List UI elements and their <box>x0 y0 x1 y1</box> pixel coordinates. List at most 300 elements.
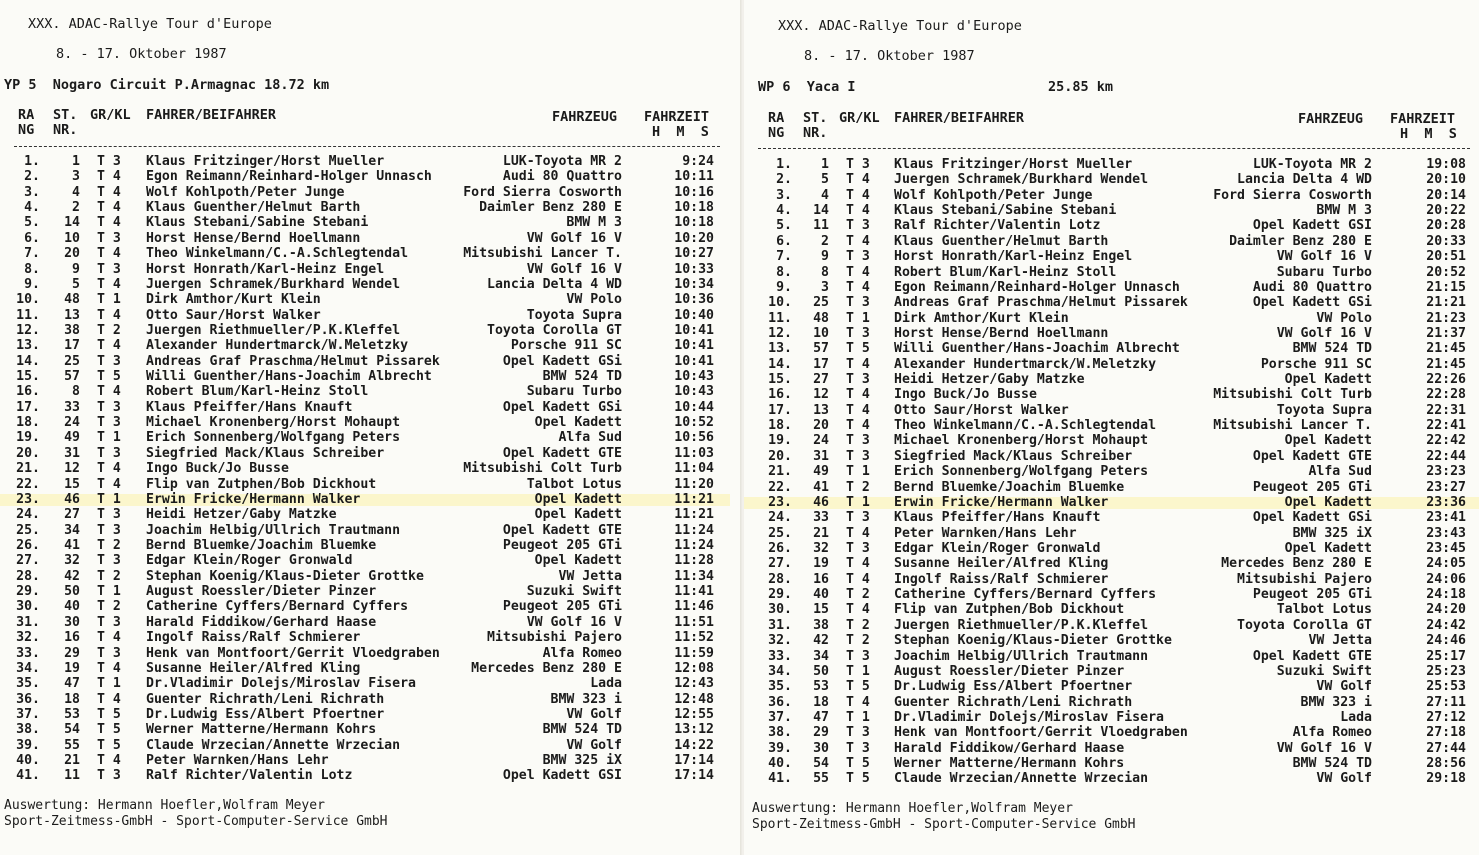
cell-crew: Ingolf Raiss/Ralf Schmierer <box>894 571 1109 587</box>
cell-time: 25:17 <box>1426 648 1466 664</box>
cell-class: T 3 <box>97 445 121 461</box>
cell-start-number: 27 <box>813 372 829 388</box>
cell-car: Lada <box>1340 709 1372 725</box>
table-row <box>0 262 740 277</box>
cell-time: 21:21 <box>1426 295 1466 311</box>
cell-start-number: 31 <box>813 448 829 464</box>
cell-time: 17:14 <box>674 768 714 784</box>
cell-crew: Joachim Helbig/Ullrich Trautmann <box>146 522 401 538</box>
cell-time: 11:34 <box>674 568 714 584</box>
cell-rank: 6. <box>776 233 792 249</box>
cell-crew: Harald Fiddikow/Gerhard Haase <box>894 740 1125 756</box>
table-row <box>0 553 740 568</box>
cell-class: T 3 <box>97 553 121 569</box>
col-ra: RA <box>768 110 785 126</box>
cell-time: 17:14 <box>674 753 714 769</box>
cell-rank: 27. <box>16 553 40 569</box>
cell-start-number: 16 <box>64 630 80 646</box>
cell-start-number: 47 <box>64 676 80 692</box>
cell-rank: 28. <box>768 571 792 587</box>
cell-crew: Juergen Riethmueller/P.K.Kleffel <box>146 322 401 338</box>
cell-rank: 36. <box>16 691 40 707</box>
cell-crew: Horst Honrath/Karl-Heinz Engel <box>894 249 1133 265</box>
cell-time: 21:37 <box>1426 325 1466 341</box>
cell-rank: 3. <box>24 184 40 200</box>
table-row <box>0 599 740 614</box>
col-st: ST. <box>53 107 78 123</box>
table-row <box>0 354 740 369</box>
cell-crew: Dirk Amthor/Kurt Klein <box>146 292 321 308</box>
cell-start-number: 19 <box>813 556 829 572</box>
cell-rank: 27. <box>768 556 792 572</box>
cell-class: T 1 <box>846 709 870 725</box>
stage-title: WP 6 Yaca I <box>758 79 856 95</box>
cell-crew: Heidi Hetzer/Gaby Matzke <box>146 507 337 523</box>
cell-rank: 12. <box>768 325 792 341</box>
cell-start-number: 13 <box>813 402 829 418</box>
table-row <box>0 538 740 553</box>
cell-class: T 4 <box>846 356 870 372</box>
cell-rank: 4. <box>24 200 40 216</box>
cell-rank: 36. <box>768 694 792 710</box>
cell-time: 10:56 <box>674 430 714 446</box>
cell-class: T 1 <box>846 464 870 480</box>
table-row <box>744 433 1479 448</box>
cell-crew: Willi Guenther/Hans-Joachim Albrecht <box>146 369 432 385</box>
cell-start-number: 11 <box>813 218 829 234</box>
cell-car: VW Jetta <box>558 568 622 584</box>
table-row <box>0 185 740 200</box>
table-row <box>744 326 1479 341</box>
cell-rank: 35. <box>768 679 792 695</box>
cell-class: T 4 <box>846 187 870 203</box>
rally-title: XXX. ADAC-Rallye Tour d'Europe <box>778 18 1022 34</box>
cell-car: VW Jetta <box>1308 633 1372 649</box>
cell-rank: 2. <box>776 172 792 188</box>
cell-start-number: 2 <box>821 233 829 249</box>
cell-crew: Dr.Ludwig Ess/Albert Pfoertner <box>146 706 385 722</box>
cell-car: Opel Kadett GSi <box>1252 295 1372 311</box>
cell-start-number: 48 <box>64 292 80 308</box>
cell-car: Porsche 911 SC <box>510 338 622 354</box>
header-rule <box>14 146 720 147</box>
cell-car: BMW 524 TD <box>542 369 622 385</box>
cell-time: 20:14 <box>1426 187 1466 203</box>
cell-crew: Erich Sonnenberg/Wolfgang Peters <box>146 430 401 446</box>
table-row <box>744 172 1479 187</box>
cell-car: Opel Kadett <box>534 415 622 431</box>
cell-start-number: 47 <box>813 709 829 725</box>
cell-rank: 20. <box>16 445 40 461</box>
table-row <box>0 584 740 599</box>
cell-car: Porsche 911 SC <box>1260 356 1372 372</box>
cell-time: 10:44 <box>674 399 714 415</box>
cell-car: Opel Kadett <box>1284 494 1372 510</box>
cell-time: 10:18 <box>674 200 714 216</box>
cell-time: 22:26 <box>1426 372 1466 388</box>
cell-start-number: 17 <box>813 356 829 372</box>
cell-start-number: 14 <box>813 203 829 219</box>
cell-class: T 3 <box>846 448 870 464</box>
cell-car: Toyota Supra <box>1276 402 1372 418</box>
cell-start-number: 9 <box>821 249 829 265</box>
cell-class: T 3 <box>846 157 870 172</box>
cell-rank: 14. <box>768 356 792 372</box>
cell-car: Opel Kadett GSI <box>502 768 622 784</box>
cell-crew: Dr.Vladimir Dolejs/Miroslav Fisera <box>146 676 416 692</box>
cell-crew: Robert Blum/Karl-Heinz Stoll <box>146 384 369 400</box>
cell-crew: Claude Wrzecian/Annette Wrzecian <box>894 771 1149 787</box>
cell-rank: 34. <box>16 660 40 676</box>
cell-start-number: 29 <box>813 725 829 741</box>
cell-time: 12:48 <box>674 691 714 707</box>
cell-rank: 39. <box>768 740 792 756</box>
cell-time: 29:18 <box>1426 771 1466 787</box>
cell-start-number: 32 <box>813 541 829 556</box>
cell-crew: Dr.Vladimir Dolejs/Miroslav Fisera <box>894 709 1164 725</box>
cell-time: 23:23 <box>1426 464 1466 480</box>
cell-rank: 10. <box>768 295 792 311</box>
cell-car: Toyota Corolla GT <box>487 322 622 338</box>
cell-car: Lancia Delta 4 WD <box>487 276 622 292</box>
cell-crew: Klaus Pfeiffer/Hans Knauft <box>894 510 1101 526</box>
col-time: FAHRZEIT <box>644 109 710 125</box>
cell-rank: 29. <box>768 587 792 603</box>
cell-car: Opel Kadett <box>534 507 622 523</box>
cell-rank: 18. <box>16 415 40 431</box>
cell-time: 10:52 <box>674 415 714 431</box>
cell-car: Toyota Corolla GT <box>1237 617 1372 633</box>
cell-class: T 4 <box>846 233 870 249</box>
cell-time: 24:18 <box>1426 587 1466 603</box>
cell-class: T 3 <box>97 522 121 538</box>
cell-class: T 4 <box>846 402 870 418</box>
cell-time: 10:11 <box>674 169 714 185</box>
table-row <box>0 369 740 384</box>
cell-class: T 2 <box>846 633 870 649</box>
cell-car: Mitsubishi Colt Turb <box>1213 387 1372 403</box>
col-st: ST. <box>803 110 828 126</box>
table-row <box>744 265 1479 280</box>
cell-time: 11:24 <box>674 522 714 538</box>
cell-crew: Alexander Hundertmarck/W.Meletzky <box>894 356 1157 372</box>
cell-time: 11:03 <box>674 445 714 461</box>
cell-start-number: 32 <box>64 553 80 569</box>
cell-crew: Andreas Graf Praschma/Helmut Pissarek <box>146 353 440 369</box>
cell-start-number: 57 <box>64 369 80 385</box>
cell-class: T 1 <box>97 430 121 446</box>
cell-car: VW Golf 16 V <box>526 230 622 246</box>
cell-start-number: 12 <box>813 387 829 403</box>
table-row <box>0 400 740 415</box>
cell-start-number: 17 <box>64 338 80 354</box>
cell-time: 12:55 <box>674 706 714 722</box>
cell-car: Subaru Turbo <box>526 384 622 400</box>
cell-class: T 4 <box>846 556 870 572</box>
table-row <box>0 661 740 676</box>
cell-crew: Stephan Koenig/Klaus-Dieter Grottke <box>894 633 1172 649</box>
table-row <box>744 633 1479 648</box>
cell-crew: Theo Winkelmann/C.-A.Schlegtendal <box>146 246 409 262</box>
col-driver: FAHRER/BEIFAHRER <box>894 110 1025 126</box>
table-row <box>744 157 1479 172</box>
cell-crew: Horst Hense/Bernd Hoellmann <box>894 325 1109 341</box>
table-row <box>744 771 1479 786</box>
cell-start-number: 20 <box>64 246 80 262</box>
cell-class: T 5 <box>846 771 870 787</box>
cell-car: Alfa Romeo <box>1292 725 1372 741</box>
cell-class: T 1 <box>97 491 121 507</box>
cell-class: T 4 <box>846 418 870 434</box>
cell-rank: 5. <box>24 215 40 231</box>
cell-time: 10:34 <box>674 276 714 292</box>
cell-car: VW Polo <box>1316 310 1372 326</box>
cell-class: T 5 <box>97 737 121 753</box>
cell-start-number: 50 <box>813 663 829 679</box>
cell-rank: 41. <box>16 768 40 784</box>
cell-class: T 1 <box>97 292 121 308</box>
cell-start-number: 4 <box>72 184 80 200</box>
cell-start-number: 50 <box>64 584 80 600</box>
cell-car: Suzuki Swift <box>526 584 622 600</box>
cell-start-number: 46 <box>64 491 80 507</box>
cell-start-number: 41 <box>64 538 80 553</box>
cell-time: 23:27 <box>1426 479 1466 495</box>
cell-car: Daimler Benz 280 E <box>479 200 622 216</box>
cell-start-number: 33 <box>813 510 829 526</box>
cell-start-number: 42 <box>813 633 829 649</box>
cell-start-number: 16 <box>813 571 829 587</box>
cell-crew: Siegfried Mack/Klaus Schreiber <box>146 445 385 461</box>
cell-class: T 4 <box>97 461 121 477</box>
cell-crew: Guenter Richrath/Leni Richrath <box>146 691 385 707</box>
cell-class: T 4 <box>97 246 121 262</box>
cell-rank: 22. <box>768 479 792 495</box>
cell-time: 10:43 <box>674 369 714 385</box>
table-row <box>0 477 740 492</box>
cell-start-number: 4 <box>821 187 829 203</box>
cell-time: 27:18 <box>1426 725 1466 741</box>
cell-car: VW Golf 16 V <box>526 614 622 630</box>
cell-crew: Robert Blum/Karl-Heinz Stoll <box>894 264 1117 280</box>
table-row <box>744 387 1479 402</box>
cell-car: VW Golf 16 V <box>1276 740 1372 756</box>
cell-start-number: 42 <box>64 568 80 584</box>
cell-time: 19:08 <box>1426 157 1466 172</box>
cell-crew: Stephan Koenig/Klaus-Dieter Grottke <box>146 568 424 584</box>
cell-start-number: 33 <box>64 399 80 415</box>
table-row <box>744 249 1479 264</box>
cell-crew: Siegfried Mack/Klaus Schreiber <box>894 448 1133 464</box>
cell-start-number: 55 <box>813 771 829 787</box>
cell-crew: Ingo Buck/Jo Busse <box>146 461 289 477</box>
cell-crew: Juergen Schramek/Burkhard Wendel <box>146 276 401 292</box>
table-row <box>0 415 740 430</box>
cell-start-number: 49 <box>64 430 80 446</box>
cell-start-number: 18 <box>813 694 829 710</box>
cell-time: 23:36 <box>1426 494 1466 510</box>
cell-time: 11:51 <box>674 614 714 630</box>
cell-car: Opel Kadett GTE <box>1252 648 1372 664</box>
cell-car: BMW 325 iX <box>1292 525 1372 541</box>
cell-crew: Wolf Kohlpoth/Peter Junge <box>894 187 1093 203</box>
cell-rank: 21. <box>768 464 792 480</box>
cell-car: BMW 323 i <box>550 691 622 707</box>
cell-time: 10:41 <box>674 338 714 354</box>
cell-rank: 19. <box>16 430 40 446</box>
cell-time: 22:44 <box>1426 448 1466 464</box>
cell-time: 23:41 <box>1426 510 1466 526</box>
cell-crew: Michael Kronenberg/Horst Mohaupt <box>894 433 1149 449</box>
cell-car: Mitsubishi Pajero <box>487 630 622 646</box>
cell-start-number: 54 <box>64 722 80 738</box>
cell-rank: 16. <box>768 387 792 403</box>
cell-class: T 5 <box>846 756 870 772</box>
cell-car: Opel Kadett <box>534 491 622 507</box>
cell-time: 10:20 <box>674 230 714 246</box>
cell-start-number: 29 <box>64 645 80 661</box>
cell-start-number: 10 <box>813 325 829 341</box>
cell-car: BMW M 3 <box>1316 203 1372 219</box>
cell-class: T 4 <box>97 307 121 323</box>
cell-car: Ford Sierra Cosworth <box>463 184 622 200</box>
table-row <box>744 341 1479 356</box>
cell-crew: Flip van Zutphen/Bob Dickhout <box>894 602 1125 618</box>
cell-car: Alfa Sud <box>558 430 622 446</box>
table-row <box>0 292 740 307</box>
cell-time: 20:22 <box>1426 203 1466 219</box>
cell-time: 22:31 <box>1426 402 1466 418</box>
cell-class: T 1 <box>846 494 870 510</box>
cell-time: 11:28 <box>674 553 714 569</box>
col-ra: RA <box>18 107 35 123</box>
cell-rank: 25. <box>768 525 792 541</box>
cell-class: T 1 <box>846 663 870 679</box>
table-row <box>744 602 1479 617</box>
cell-start-number: 8 <box>821 264 829 280</box>
cell-car: LUK-Toyota MR 2 <box>502 154 622 169</box>
cell-start-number: 38 <box>64 322 80 338</box>
cell-rank: 41. <box>768 771 792 787</box>
cell-rank: 33. <box>16 645 40 661</box>
table-row <box>0 430 740 445</box>
cell-car: VW Golf <box>566 706 622 722</box>
cell-start-number: 24 <box>64 415 80 431</box>
cell-class: T 4 <box>97 215 121 231</box>
cell-crew: Klaus Guenther/Helmut Barth <box>894 233 1109 249</box>
cell-class: T 3 <box>846 325 870 341</box>
cell-class: T 4 <box>846 602 870 618</box>
rally-dates: 8. - 17. Oktober 1987 <box>804 48 975 64</box>
cell-car: BMW M 3 <box>566 215 622 231</box>
cell-start-number: 18 <box>64 691 80 707</box>
cell-class: T 4 <box>846 525 870 541</box>
col-ng: NG <box>768 125 785 141</box>
cell-start-number: 3 <box>821 279 829 295</box>
cell-class: T 3 <box>846 295 870 311</box>
table-row <box>744 510 1479 525</box>
cell-car: Opel Kadett GSi <box>502 399 622 415</box>
cell-crew: Edgar Klein/Roger Gronwald <box>894 541 1101 556</box>
table-row <box>744 372 1479 387</box>
cell-time: 28:56 <box>1426 756 1466 772</box>
table-row <box>0 169 740 184</box>
cell-start-number: 54 <box>813 756 829 772</box>
table-row <box>0 231 740 246</box>
cell-class: T 3 <box>846 740 870 756</box>
cell-start-number: 25 <box>64 353 80 369</box>
rally-title: XXX. ADAC-Rallye Tour d'Europe <box>28 16 272 32</box>
cell-start-number: 3 <box>72 169 80 185</box>
cell-car: Alfa Romeo <box>542 645 622 661</box>
cell-class: T 3 <box>846 433 870 449</box>
cell-car: Daimler Benz 280 E <box>1229 233 1372 249</box>
table-row <box>744 695 1479 710</box>
cell-crew: Otto Saur/Horst Walker <box>894 402 1069 418</box>
cell-time: 21:15 <box>1426 279 1466 295</box>
cell-start-number: 1 <box>821 157 829 172</box>
cell-car: Opel Kadett GTE <box>1252 448 1372 464</box>
cell-crew: Edgar Klein/Roger Gronwald <box>146 553 353 569</box>
cell-crew: Klaus Fritzinger/Horst Mueller <box>894 157 1133 172</box>
table-row <box>0 646 740 661</box>
table-row <box>744 725 1479 740</box>
cell-rank: 40. <box>768 756 792 772</box>
cell-car: Subaru Turbo <box>1276 264 1372 280</box>
cell-crew: Michael Kronenberg/Horst Mohaupt <box>146 415 401 431</box>
cell-start-number: 21 <box>813 525 829 541</box>
cell-class: T 4 <box>97 184 121 200</box>
cell-crew: Catherine Cyffers/Bernard Cyffers <box>894 587 1157 603</box>
cell-rank: 19. <box>768 433 792 449</box>
cell-start-number: 27 <box>64 507 80 523</box>
cell-car: Audi 80 Quattro <box>1252 279 1372 295</box>
cell-crew: Horst Hense/Bernd Hoellmann <box>146 230 361 246</box>
cell-crew: Erwin Fricke/Hermann Walker <box>894 494 1109 510</box>
cell-time: 11:46 <box>674 599 714 615</box>
cell-class: T 2 <box>97 599 121 615</box>
table-row <box>744 664 1479 679</box>
cell-class: T 3 <box>846 541 870 556</box>
cell-start-number: 2 <box>72 200 80 216</box>
cell-rank: 23. <box>768 494 792 510</box>
cell-time: 10:27 <box>674 246 714 262</box>
cell-crew: Juergen Riethmueller/P.K.Kleffel <box>894 617 1149 633</box>
cell-class: T 3 <box>846 648 870 664</box>
table-row <box>0 308 740 323</box>
cell-car: Mitsubishi Lancer T. <box>1213 418 1372 434</box>
cell-crew: Alexander Hundertmarck/W.Meletzky <box>146 338 409 354</box>
cell-class: T 4 <box>846 387 870 403</box>
cell-class: T 4 <box>846 571 870 587</box>
cell-time: 10:43 <box>674 384 714 400</box>
cell-car: VW Golf 16 V <box>1276 249 1372 265</box>
cell-time: 20:33 <box>1426 233 1466 249</box>
cell-car: Mitsubishi Colt Turb <box>463 461 622 477</box>
cell-time: 25:23 <box>1426 663 1466 679</box>
cell-car: Peugeot 205 GTi <box>502 599 622 615</box>
cell-time: 11:21 <box>674 507 714 523</box>
cell-class: T 3 <box>97 230 121 246</box>
cell-class: T 3 <box>97 353 121 369</box>
cell-start-number: 57 <box>813 341 829 357</box>
cell-time: 11:24 <box>674 538 714 553</box>
cell-rank: 11. <box>768 310 792 326</box>
cell-class: T 4 <box>97 200 121 216</box>
cell-class: T 1 <box>97 676 121 692</box>
table-row <box>0 692 740 707</box>
col-car: FAHRZEUG <box>552 109 618 125</box>
